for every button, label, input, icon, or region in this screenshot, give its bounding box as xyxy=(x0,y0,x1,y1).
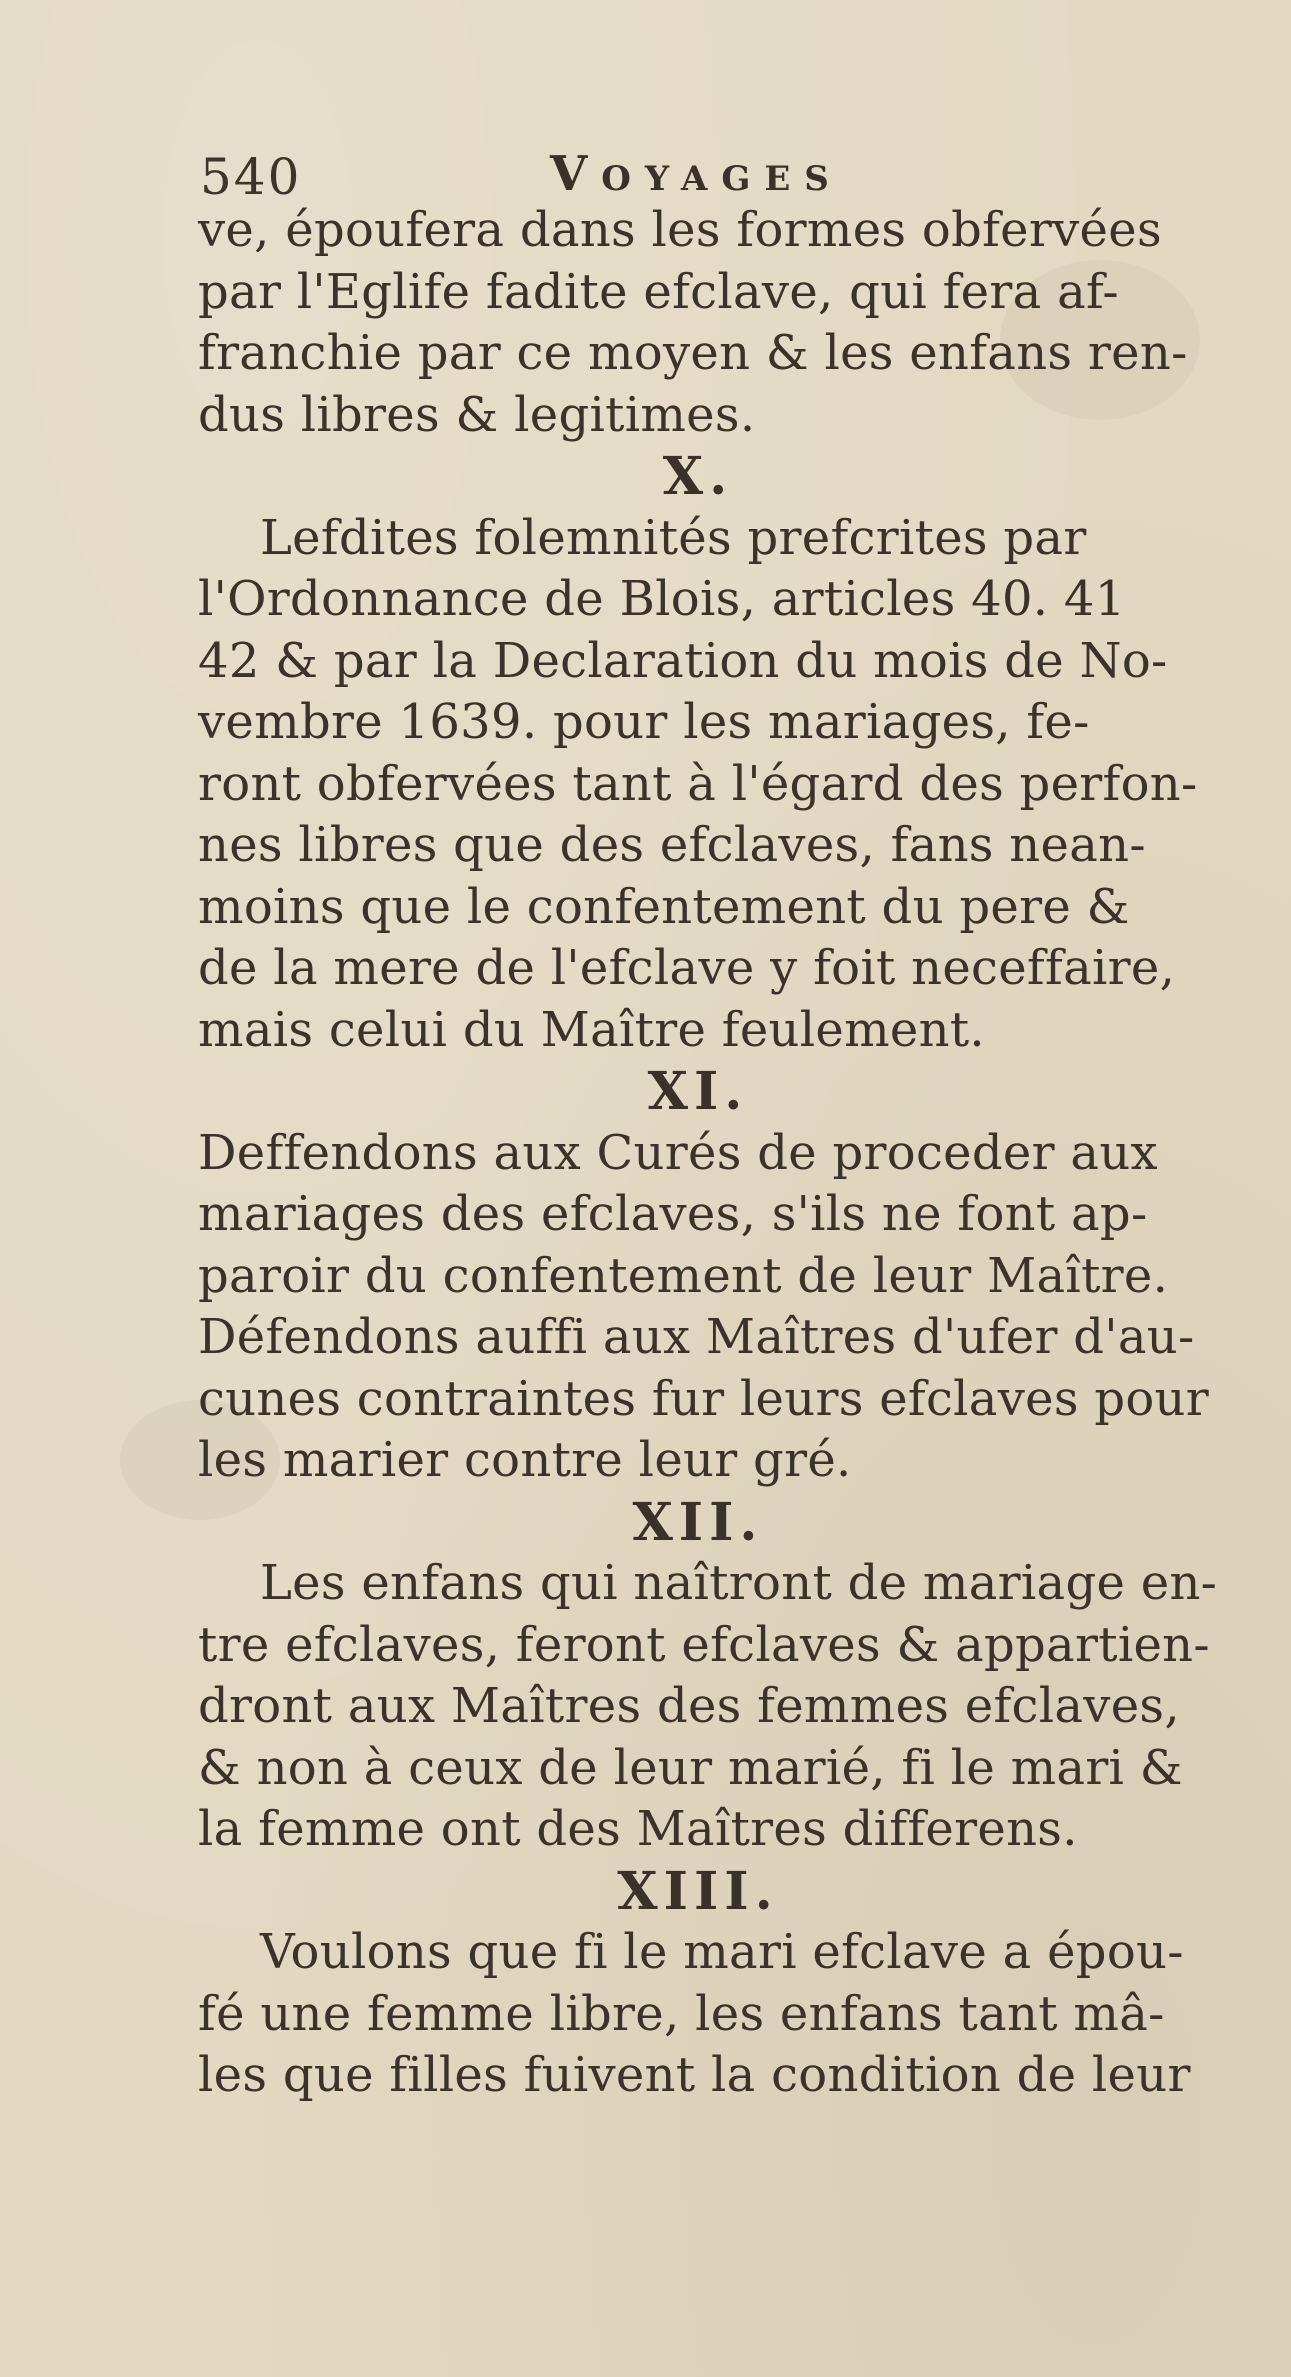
text-line: cunes contraintes fur leurs efclaves pour xyxy=(198,1370,1210,1427)
text-line: l'Ordonnance de Blois, articles 40. 41 xyxy=(198,571,1126,627)
text-line: vembre 1639. pour les mariages, fe- xyxy=(198,694,1090,750)
text-line: & non à ceux de leur marié, fi le mari & xyxy=(198,1739,1183,1796)
section-heading: XIII. xyxy=(617,1860,779,1922)
text-line: la femme ont des Maîtres differens. xyxy=(198,1801,1078,1857)
text-line: paroir du confentement de leur Maître. xyxy=(198,1247,1169,1304)
text-line: Lefdites folemnités prefcrites par xyxy=(260,509,1087,566)
text-line: Voulons que fi le mari efclave a épou- xyxy=(260,1924,1184,1980)
section-heading: XI. xyxy=(647,1061,749,1122)
text-line: de la mere de l'efclave y foit neceffaire, xyxy=(198,940,1176,996)
text-line: ront obfervées tant à l'égard des perfon- xyxy=(198,755,1198,812)
page-header xyxy=(200,148,1120,208)
text-line: mariages des efclaves, s'ils ne font ap- xyxy=(198,1186,1148,1242)
text-line: 42 & par la Declaration du mois de No- xyxy=(198,632,1168,689)
running-head: Voyages xyxy=(550,146,843,202)
text-line: par l'Eglife fadite efclave, qui fera af- xyxy=(198,263,1119,320)
text-line: ve, époufera dans les formes obfervées xyxy=(198,202,1162,258)
text-line: dus libres & legitimes. xyxy=(198,386,756,443)
text-line: dront aux Maîtres des femmes efclaves, xyxy=(198,1678,1180,1734)
text-line: Deffendons aux Curés de proceder aux xyxy=(198,1124,1158,1181)
body-text xyxy=(198,200,1218,2107)
section-heading: X. xyxy=(662,446,734,507)
page-number: 540 xyxy=(200,148,302,206)
text-line: fé une femme libre, les enfans tant mâ- xyxy=(198,1985,1165,2042)
text-line: Les enfans qui naîtront de mariage en- xyxy=(260,1555,1218,1611)
text-line: les que filles fuivent la condition de leur xyxy=(198,2047,1191,2103)
section-heading: XII. xyxy=(632,1491,764,1553)
text-line: tre efclaves, feront efclaves & appartien- xyxy=(198,1616,1210,1673)
text-line: les marier contre leur gré. xyxy=(198,1432,852,1488)
text-line: franchie par ce moyen & les enfans ren- xyxy=(198,325,1188,381)
text-line: mais celui du Maître feulement. xyxy=(198,1001,985,1058)
text-line: Défendons auffi aux Maîtres d'ufer d'au- xyxy=(198,1309,1195,1365)
text-line: moins que le confentement du pere & xyxy=(198,878,1130,935)
text-line: nes libres que des efclaves, fans nean- xyxy=(198,817,1146,873)
